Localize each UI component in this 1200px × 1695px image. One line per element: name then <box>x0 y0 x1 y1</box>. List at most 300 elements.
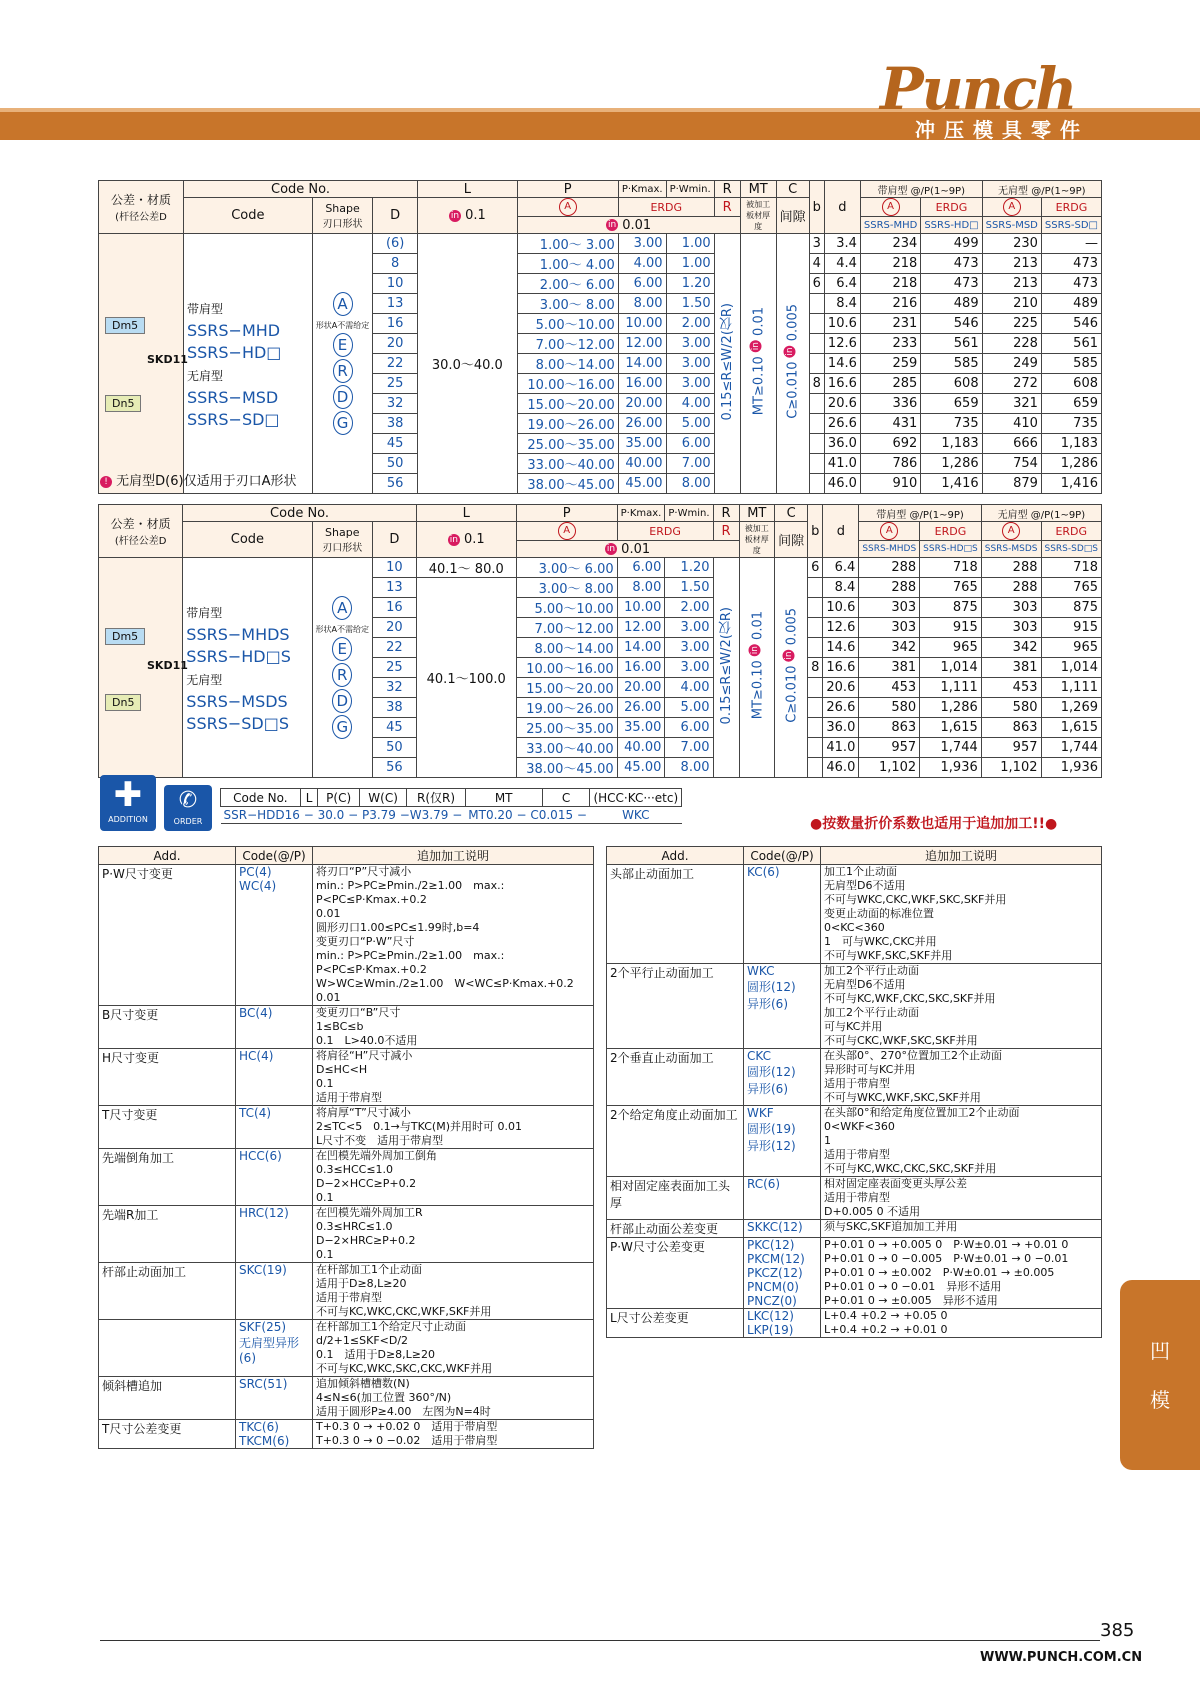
pk-value: 10.00 <box>618 314 666 334</box>
pk-value: 12.00 <box>618 334 666 354</box>
list-item <box>99 865 594 1006</box>
price-1: 431 <box>860 414 920 434</box>
d-value: 13 <box>373 578 417 598</box>
p-range: 38.00～45.00 <box>516 758 617 778</box>
add-desc: 在头部0°和给定角度位置加工2个止动面 0<WKF<360 1 适用于带肩型 不可与KC,WKC,CKC,SKC,SKF并用 <box>821 1106 1102 1177</box>
shape-a-circle: A <box>559 198 577 216</box>
order-example-3: WKC <box>590 807 682 824</box>
code-1: SSRS−MHD <box>186 320 281 340</box>
code-cell <box>183 234 312 494</box>
b-value <box>808 758 823 778</box>
addl-left-table <box>98 846 594 1449</box>
mt-range <box>739 558 775 778</box>
price-2: 473 <box>921 254 982 274</box>
price-3: 321 <box>982 394 1041 414</box>
price-4: 965 <box>1041 638 1102 658</box>
d-small-value: 14.6 <box>824 354 860 374</box>
price-1: 336 <box>860 394 920 414</box>
list-item <box>99 1206 594 1263</box>
sh2-label: 无肩型 <box>998 185 1029 197</box>
b-value <box>809 314 824 334</box>
add-title: 倾斜槽追加 <box>99 1377 236 1420</box>
d-value: 20 <box>373 618 417 638</box>
price-2: 1,111 <box>920 678 982 698</box>
pw-value: 1.50 <box>665 578 713 598</box>
price-4: 1,936 <box>1041 758 1102 778</box>
r-header: R <box>714 181 740 198</box>
pw-header: P·Wmin. <box>666 181 714 198</box>
pw-value: 1.50 <box>666 294 714 314</box>
pk-value: 26.00 <box>618 414 666 434</box>
p-range: 33.00～40.00 <box>517 454 618 474</box>
mt-range-text: MT≥0.10 in 0.01 <box>750 307 767 416</box>
spec-table-2: 公差・材质 (杆径公差D Code No. L P P·Kmax. P·Wmin. R MT C b d 带肩型 @/P(1~9P) 无肩型 @/P(1~9P) Code Shape 刃口形状 D in 0.1 A ERDG R 被加工板材厚度 间隙 A ERDG A ERDG in 0.01 SSRS-MHDS SSRS-HD□S SSRS-MSDS SSRS-SD□S Dm5 SKD11 Dn5 带肩型 SSRS−MHDS SSRS−HD□S 无肩型 SSRS−MSDS SSRS−SD□S A 形状A不需给定 E R D G 10 40.1～ 80.0 3.00～ 6.00 6.00 1.20 0.15≤R≤W/2(仅R) MT≥0.10 in 0.01 C≥0.010 in 0.005 6 6.4 288 718 288 718 13 40.1～100.0 3.00～ 8.00 8.00 1.50 8.4 288 765 288 765 16 5.00～10.00 10.00 2.00 10.6 303 875 303 875 20 7.00～12.00 12.00 3.00 12.6 303 915 303 915 22 8.00～14.00 14.00 3.00 14.6 342 965 342 965 25 10.00～16.00 16.00 3.00 8 16.6 381 1,014 381 1,014 32 15.00～20.00 20.00 4.00 20.6 453 1,111 453 1,111 38 19.00～26.00 26.00 5.00 26.6 580 1,286 580 1,269 45 25.00～35.00 35.00 6.00 36.0 863 1,615 863 1,615 50 33.00～40.00 40.00 7.00 41.0 957 1,744 957 1,744 56 38.00～45.00 45.00 8.00 46.0 1,102 1,936 1,102 1,936 <box>98 504 1102 778</box>
p-step: 0.01 <box>622 217 652 233</box>
list-item <box>607 1106 1102 1177</box>
price-1: 233 <box>860 334 920 354</box>
price-4: 473 <box>1041 254 1101 274</box>
d-small-value: 16.6 <box>824 374 860 394</box>
p-range: 10.00～16.00 <box>516 658 617 678</box>
add-title: 相对固定座表面加工头厚 <box>607 1177 744 1220</box>
pw-value: 8.00 <box>665 758 713 778</box>
price-3: 303 <box>981 618 1041 638</box>
order-header: L <box>300 789 318 807</box>
price-3: 249 <box>982 354 1041 374</box>
desc-header-l: 追加加工说明 <box>313 847 594 865</box>
price-4: 1,183 <box>1041 434 1101 454</box>
add-title: T尺寸公差变更 <box>99 1420 236 1449</box>
price-3: 410 <box>982 414 1041 434</box>
list-item <box>99 1006 594 1049</box>
price-2: 499 <box>921 234 982 254</box>
add-code: HRC(12) <box>236 1206 313 1263</box>
price-1: 303 <box>859 618 920 638</box>
add-title <box>99 1320 236 1377</box>
add-desc: 在凹模先端外周加工R 0.3≤HRC≤1.0 D−2×HRC≥P+0.2 0.1 <box>313 1206 594 1263</box>
p-range: 2.00～ 6.00 <box>517 274 618 294</box>
price-2: 561 <box>921 334 982 354</box>
list-item <box>607 865 1102 964</box>
pw-value: 3.00 <box>665 658 713 678</box>
price-1: 1,102 <box>859 758 920 778</box>
price-2: 1,286 <box>921 454 982 474</box>
price-1: 231 <box>860 314 920 334</box>
pk-value: 3.00 <box>618 234 666 254</box>
pw-value: 1.00 <box>666 254 714 274</box>
d-value: 38 <box>373 414 418 434</box>
d-value: 8 <box>373 254 418 274</box>
b-value <box>808 598 823 618</box>
pw-value: 8.00 <box>666 474 714 494</box>
price-4: 1,269 <box>1041 698 1102 718</box>
price-3: 272 <box>982 374 1041 394</box>
code-3: SSRS−MSD <box>186 387 279 407</box>
a-circle-1: A <box>882 198 900 216</box>
material-cell <box>99 558 188 778</box>
erdg-label: ERDG <box>618 198 714 217</box>
l-range-1: 40.1～ 80.0 <box>416 558 516 578</box>
add-desc: 加工1个止动面 无肩型D6不适用 不可与WKC,CKC,WKF,SKC,SKF并用 变更止动面的标准位置 0<KC<360 1 可与WKC,CKC并用 不可与WKF,SKC,SKF并用 <box>821 865 1102 964</box>
list-item <box>99 1320 594 1377</box>
add-desc: 将刃口“P”尺寸减小 min.: P>PC≥Pmin./2≥1.00 max.: P<PC≤P·Kmax.+0.2 0.01 圆形刃口1.00≤PC≤1.99时,b=4 变更刃口“P·W”尺寸 min.: P>PC≥Pmin./2≥1.00 max.: P<PC≤P·Kmax.+0.2 W>WC≥Wmin./2≥1.00 W<WC≤P·Kmax.+0.2 0.01 <box>313 865 594 1006</box>
addl-right-table: Add. Code(@/P) 追加加工说明 头部止动面加工 KC(6) 加工1个止动面 无肩型D6不适用 不可与WKC,CKC,WKF,SKC,SKF并用 变更止动面的标准位置 0<KC<360 1 可与WKC,CKC并用 不可与WKF,SKC,SKF并用 2个平行止动面加工 WKC 圆形(12) 异形(6) 加工2个平行止动面 无肩型D6不适用 不可与KC,WKF,CKC,SKC,SKF并用 加工2个平行止动面 可与KC并用 不可与CKC,WKF,SKC,SKF并用 2个垂直止动面加工 CKC 圆形(12) 异形(6) 在头部0°、270°位置加工2个止动面 异形时可与KC并用 适用于带肩型 不可与WKC,WKF,SKC,SKF并用 2个给定角度止动面加工 WKF 圆形(19) 异形(12) 在头部0°和给定角度位置加工2个止动面 0<WKF<360 1 适用于带肩型 不可与KC,WKC,CKC,SKC,SKF并用 相对固定座表面加工头厚 RC(6) 相对固定座表面变更头厚公差 适用于带肩型 D+0.005 0 不适用 杆部止动面公差变更 SKKC(12) 须与SKC,SKF追加加工并用 P·W尺寸公差变更 PKC(12) PKCM(12) PKCZ(12) PNCM(0) PNCZ(0) P+0.01 0 → +0.005 0 P·W±0.01 → +0.01 0 P+0.01 0 → 0 −0.005 P·W±0.01 → 0 −0.01 P+0.01 0 → ±0.002 P·W±0.01 → ±0.005 P+0.01 0 → 0 −0.01 异形不适用 P+0.01 0 → ±0.005 异形不适用 L尺寸公差变更 LKC(12) LKP(19) L+0.4 +0.2 → +0.05 0 L+0.4 +0.2 → +0.01 0 <box>606 846 1102 1338</box>
d-small-value: 6.4 <box>824 274 860 294</box>
add-desc: L+0.4 +0.2 → +0.05 0 L+0.4 +0.2 → +0.01 0 <box>821 1309 1102 1338</box>
d-small-value: 8.4 <box>824 294 860 314</box>
d-small-value: 20.6 <box>823 678 859 698</box>
footer-url: WWW.PUNCH.COM.CN <box>980 1650 1143 1665</box>
shape-note: 形状A不需给定 <box>315 321 370 330</box>
d-value: 32 <box>373 394 418 414</box>
b-value <box>809 354 824 374</box>
shape-g: G <box>333 411 353 435</box>
order-header: W(C) <box>359 789 406 807</box>
p-range: 25.00～35.00 <box>517 434 618 454</box>
pk-value: 26.00 <box>617 698 665 718</box>
add-desc: 须与SKC,SKF追加加工并用 <box>821 1220 1102 1238</box>
price-2: 659 <box>921 394 982 414</box>
col-c1: SSRS-MHD <box>860 217 920 234</box>
b-value <box>809 474 824 494</box>
list-item <box>607 1220 1102 1238</box>
brand-subtitle: 冲压模具零件 <box>915 118 1089 142</box>
step-icon-p: in <box>608 220 617 230</box>
price-1: 259 <box>860 354 920 374</box>
price-1: 285 <box>860 374 920 394</box>
d-small-value: 41.0 <box>824 454 860 474</box>
shape-d: D <box>333 385 353 409</box>
price-4: 875 <box>1041 598 1102 618</box>
discount-note: ●按数量折价系数也适用于追加加工!!● <box>810 816 1058 832</box>
shape-r: R <box>332 663 352 687</box>
b-header: b <box>809 181 824 234</box>
price-3: 225 <box>982 314 1041 334</box>
shape-note: 形状A不需给定 <box>315 625 369 634</box>
b-value <box>808 678 823 698</box>
add-title: 先端倒角加工 <box>99 1149 236 1206</box>
price-2: 585 <box>921 354 982 374</box>
p-range: 7.00～12.00 <box>516 618 617 638</box>
section-tab[interactable]: 凹 模 <box>1120 1280 1200 1470</box>
price-4: 718 <box>1041 558 1102 578</box>
pk-value: 35.00 <box>617 718 665 738</box>
pw-value: 6.00 <box>665 718 713 738</box>
b-value: 6 <box>808 558 823 578</box>
list-item <box>99 1377 594 1420</box>
add-code: WKF 圆形(19) 异形(12) <box>744 1106 821 1177</box>
d-value: 38 <box>373 698 417 718</box>
pk-value: 16.00 <box>617 658 665 678</box>
pw-value: 4.00 <box>665 678 713 698</box>
add-desc: P+0.01 0 → +0.005 0 P·W±0.01 → +0.01 0 P+0.01 0 → 0 −0.005 P·W±0.01 → 0 −0.01 P+0.01 0 → ±0.002 P·W±0.01 → ±0.005 P+0.01 0 → 0 −0.01 异形不适用 P+0.01 0 → ±0.005 异形不适用 <box>821 1238 1102 1309</box>
d-value: 50 <box>373 738 417 758</box>
shape-a: A <box>332 596 352 620</box>
list-item <box>607 1309 1102 1338</box>
shape-cell <box>312 234 372 494</box>
pk-value: 40.00 <box>618 454 666 474</box>
d-small-value: 10.6 <box>824 314 860 334</box>
col-c2: SSRS-HD□ <box>921 217 982 234</box>
pw-value: 4.00 <box>666 394 714 414</box>
mt-range <box>740 234 776 494</box>
p-range: 25.00～35.00 <box>516 718 617 738</box>
sh1-label: 带肩型 <box>877 185 908 197</box>
pk-value: 14.00 <box>618 354 666 374</box>
add-code: CKC 圆形(12) 异形(6) <box>744 1049 821 1106</box>
d-small-value: 14.6 <box>823 638 859 658</box>
col-c4: SSRS-SD□ <box>1041 217 1101 234</box>
price-1: 218 <box>860 254 920 274</box>
pw-value: 1.20 <box>665 558 713 578</box>
code-header-l: Code(@/P) <box>236 847 313 865</box>
b-value <box>808 738 823 758</box>
add-desc: 在头部0°、270°位置加工2个止动面 异形时可与KC并用 适用于带肩型 不可与WKC,WKF,SKC,SKF并用 <box>821 1049 1102 1106</box>
add-desc: 在杆部加工1个给定尺寸止动面 d/2+1≤SKF<D/2 0.1 适用于D≥8,L≥20 不可与KC,WKC,SKC,CKC,WKF并用 <box>313 1320 594 1377</box>
add-code: HCC(6) <box>236 1149 313 1206</box>
price-4: 735 <box>1041 414 1101 434</box>
code-cell <box>183 558 312 778</box>
price-1: 910 <box>860 474 920 494</box>
price-2: 1,014 <box>920 658 982 678</box>
spec-table-1-body <box>99 234 1102 494</box>
r-range <box>714 234 740 494</box>
price-2: 875 <box>920 598 982 618</box>
price-1: 216 <box>860 294 920 314</box>
d-small-value: 26.6 <box>823 698 859 718</box>
price-3: 342 <box>981 638 1041 658</box>
list-item <box>607 1049 1102 1106</box>
dn5-badge: Dn5 <box>105 395 141 412</box>
price-2: 1,416 <box>921 474 982 494</box>
add-title: 先端R加工 <box>99 1206 236 1263</box>
d-value: 20 <box>373 334 418 354</box>
price-3: 288 <box>981 558 1041 578</box>
b-value <box>808 638 823 658</box>
d-small-value: 16.6 <box>823 658 859 678</box>
list-item <box>607 1238 1102 1309</box>
d-value: 16 <box>373 598 417 618</box>
shape-header: Shape <box>325 201 360 215</box>
shoulder-label: 带肩型 <box>186 605 223 620</box>
spec-table-2-body <box>99 558 1102 778</box>
shape-cell <box>312 558 372 778</box>
pk-value: 8.00 <box>618 294 666 314</box>
b-value <box>808 698 823 718</box>
p-range: 3.00～ 8.00 <box>516 578 617 598</box>
pk-value: 45.00 <box>618 474 666 494</box>
price-3: 230 <box>982 234 1041 254</box>
c-range-text: C≥0.010 in 0.005 <box>785 304 801 419</box>
price-4: 561 <box>1041 334 1101 354</box>
table1-note: ! 无肩型D(6)仅适用于刃口A形状 <box>100 470 296 489</box>
price-4: 546 <box>1041 314 1101 334</box>
addition-icon: ✚ ADDITION <box>100 775 156 831</box>
price-4: 1,286 <box>1041 454 1101 474</box>
pw-value: 1.20 <box>666 274 714 294</box>
add-desc: 将肩径“H”尺寸减小 D≤HC<H 0.1 适用于带肩型 <box>313 1049 594 1106</box>
mt-header: MT <box>740 181 776 198</box>
c-range <box>776 234 809 494</box>
price-4: 765 <box>1041 578 1102 598</box>
r-range <box>713 558 739 778</box>
add-desc: 加工2个平行止动面 无肩型D6不适用 不可与KC,WKF,CKC,SKC,SKF并用 加工2个平行止动面 可与KC并用 不可与CKC,WKF,SKC,SKF并用 <box>821 964 1102 1049</box>
sh2-p: @/P(1~9P) <box>1031 185 1086 197</box>
price-3: 863 <box>981 718 1041 738</box>
price-4: 1,014 <box>1041 658 1102 678</box>
price-1: 381 <box>859 658 920 678</box>
col-c3: SSRS-MSD <box>982 217 1041 234</box>
d-small-value: 8.4 <box>823 578 859 598</box>
price-1: 342 <box>859 638 920 658</box>
tol-label-2: (杆径公差D <box>115 212 167 223</box>
add-title: L尺寸公差变更 <box>607 1309 744 1338</box>
add-code: WKC 圆形(12) 异形(6) <box>744 964 821 1049</box>
dm5-badge: Dm5 <box>105 628 145 645</box>
add-desc: T+0.3 0 → +0.02 0 适用于带肩型 T+0.3 0 → 0 −0.02 适用于带肩型 <box>313 1420 594 1449</box>
price-1: 288 <box>859 558 920 578</box>
order-header: Code No. <box>221 789 301 807</box>
order-header: C <box>542 789 590 807</box>
b-value <box>809 454 824 474</box>
shape-e: E <box>333 333 353 357</box>
price-3: 879 <box>982 474 1041 494</box>
price-1: 288 <box>859 578 920 598</box>
code-header: Code <box>183 198 312 234</box>
price-2: 1,286 <box>920 698 982 718</box>
code-4: SSRS−SD□S <box>186 713 290 733</box>
d-small-value: 4.4 <box>824 254 860 274</box>
d-value: 22 <box>373 638 417 658</box>
add-code: BC(4) <box>236 1006 313 1049</box>
p-range: 33.00～40.00 <box>516 738 617 758</box>
add-code: SKKC(12) <box>744 1220 821 1238</box>
price-3: 303 <box>981 598 1041 618</box>
shape-header-2: 刃口形状 <box>322 218 363 230</box>
p-range: 1.00～ 3.00 <box>517 234 618 254</box>
pw-value: 2.00 <box>666 314 714 334</box>
d-value: 56 <box>373 758 417 778</box>
sh1-p: @/P(1~9P) <box>910 185 965 197</box>
price-1: 580 <box>859 698 920 718</box>
price-2: 608 <box>921 374 982 394</box>
p-header: P <box>517 181 618 198</box>
pk-value: 40.00 <box>617 738 665 758</box>
step-icon: in <box>450 210 460 221</box>
p-range: 15.00～20.00 <box>516 678 617 698</box>
price-2: 473 <box>921 274 982 294</box>
add-code: SKC(19) <box>236 1263 313 1320</box>
d-small-value: 41.0 <box>823 738 859 758</box>
c-header: C <box>776 181 809 198</box>
d-value: 10 <box>373 274 418 294</box>
add-code: TC(4) <box>236 1106 313 1149</box>
price-1: 218 <box>860 274 920 294</box>
pw-value: 7.00 <box>666 454 714 474</box>
r-range-text: 0.15≤R≤W/2(仅R) <box>718 606 734 725</box>
price-4: 489 <box>1041 294 1101 314</box>
p-range: 5.00～10.00 <box>516 598 617 618</box>
add-title: 2个垂直止动面加工 <box>607 1049 744 1106</box>
d-small-value: 46.0 <box>824 474 860 494</box>
p-range: 19.00～26.00 <box>517 414 618 434</box>
price-3: 210 <box>982 294 1041 314</box>
add-title: 杆部止动面加工 <box>99 1263 236 1320</box>
add-code: SRC(51) <box>236 1377 313 1420</box>
pw-value: 3.00 <box>666 374 714 394</box>
b-value <box>809 434 824 454</box>
price-3: 228 <box>982 334 1041 354</box>
price-4: 473 <box>1041 274 1101 294</box>
d-value: 25 <box>373 658 417 678</box>
pk-value: 8.00 <box>617 578 665 598</box>
price-2: 1,183 <box>921 434 982 454</box>
price-4: — <box>1041 234 1101 254</box>
shape-e: E <box>332 637 352 661</box>
d-value: 22 <box>373 354 418 374</box>
pk-value: 20.00 <box>617 678 665 698</box>
code-4: SSRS−SD□ <box>186 409 280 429</box>
price-2: 1,744 <box>920 738 982 758</box>
d-small-value: 10.6 <box>823 598 859 618</box>
price-3: 957 <box>981 738 1041 758</box>
add-code: PKC(12) PKCM(12) PKCZ(12) PNCM(0) PNCZ(0) <box>744 1238 821 1309</box>
pk-value: 20.00 <box>618 394 666 414</box>
order-header: R(仅R) <box>407 789 465 807</box>
add-title: 2个平行止动面加工 <box>607 964 744 1049</box>
d-small-value: 12.6 <box>823 618 859 638</box>
d-value: (6) <box>373 234 418 254</box>
code-2: SSRS−HD□ <box>186 342 282 362</box>
p-range: 8.00～14.00 <box>516 638 617 658</box>
pk-header: P·Kmax. <box>618 181 666 198</box>
no-shoulder-label: 无肩型 <box>186 368 223 383</box>
d-value: 45 <box>373 434 418 454</box>
c-range-text: C≥0.010 in 0.005 <box>783 608 800 723</box>
price-3: 288 <box>981 578 1041 598</box>
p-range: 1.00～ 4.00 <box>517 254 618 274</box>
mt-sub: 被加工板材厚度 <box>740 198 776 234</box>
price-1: 234 <box>860 234 920 254</box>
add-desc: 在杆部加工1个止动面 适用于D≥8,L≥20 适用于带肩型 不可与KC,WKC,CKC,WKF,SKF并用 <box>313 1263 594 1320</box>
d-value: 13 <box>373 294 418 314</box>
material: SKD11 <box>147 658 188 672</box>
code-2: SSRS−HD□S <box>186 646 291 666</box>
d-col-header: D <box>373 198 418 234</box>
l-header: L <box>418 181 518 198</box>
b-value: 4 <box>809 254 824 274</box>
d-small-value: 12.6 <box>824 334 860 354</box>
price-2: 735 <box>921 414 982 434</box>
pk-value: 14.00 <box>617 638 665 658</box>
dm5-badge: Dm5 <box>105 317 145 334</box>
material-cell <box>99 234 188 494</box>
pk-value: 10.00 <box>617 598 665 618</box>
p-range: 3.00～ 6.00 <box>516 558 617 578</box>
price-4: 608 <box>1041 374 1101 394</box>
order-header: MT <box>465 789 542 807</box>
b-value: 8 <box>808 658 823 678</box>
pw-value: 5.00 <box>665 698 713 718</box>
list-item <box>99 1420 594 1449</box>
list-item <box>99 1149 594 1206</box>
add-title: 杆部止动面公差变更 <box>607 1220 744 1238</box>
b-value <box>809 394 824 414</box>
p-range: 38.00～45.00 <box>517 474 618 494</box>
d-small-value: 20.6 <box>824 394 860 414</box>
b-value <box>809 414 824 434</box>
code-1: SSRS−MHDS <box>186 624 290 644</box>
